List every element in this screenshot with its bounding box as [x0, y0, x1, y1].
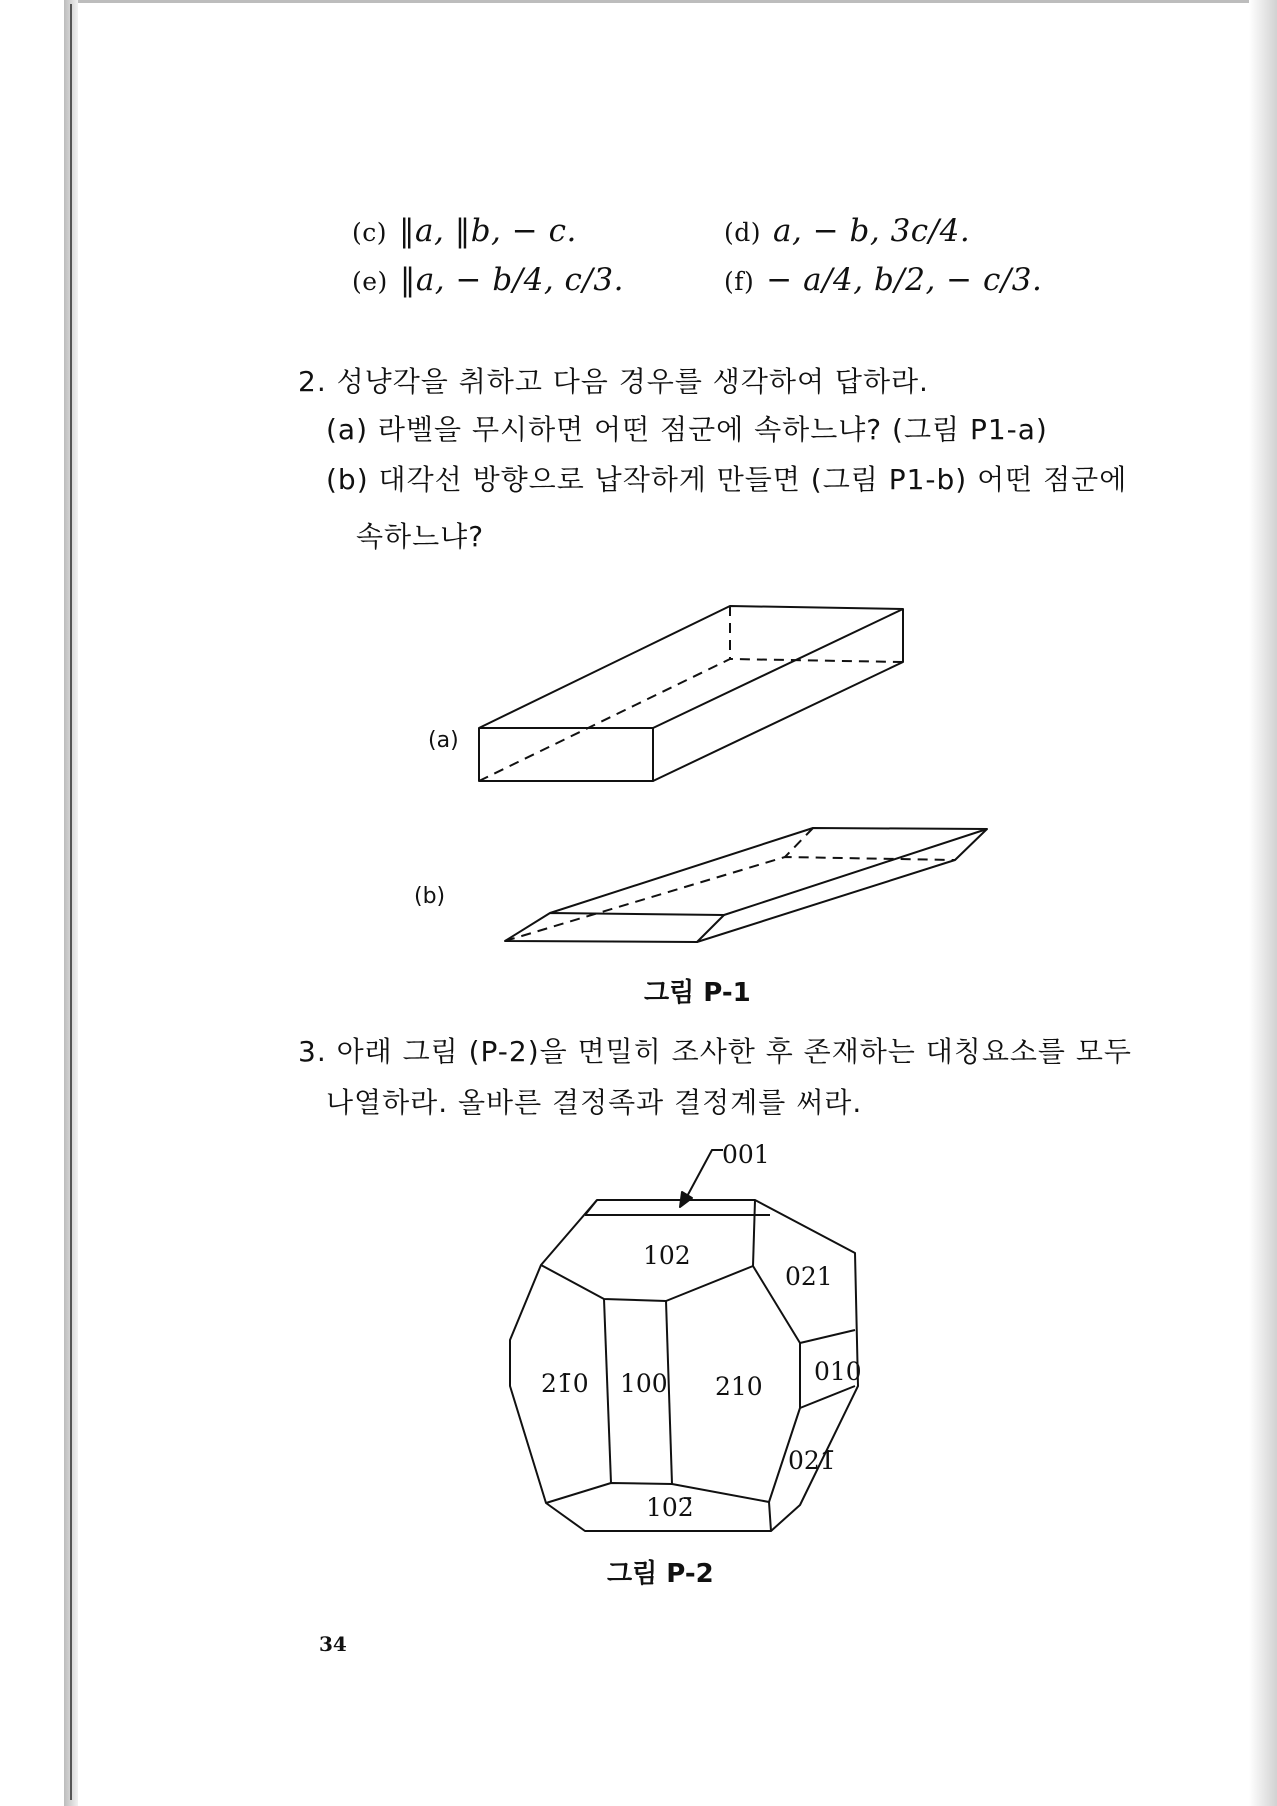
- problem-2b-label: (b): [326, 463, 369, 496]
- face-02bar1-label: 021̄: [788, 1446, 836, 1475]
- face-100-label: 100: [620, 1369, 668, 1398]
- problem-3-text-line1: 아래 그림 (P-2)을 면밀히 조사한 후 존재하는 대칭요소를 모두: [336, 1035, 1132, 1068]
- problem-2a-label: (a): [326, 413, 369, 446]
- option-d-label: (d): [724, 218, 762, 247]
- face-102-label: 102: [643, 1241, 691, 1270]
- option-d-text: a, − b, 3c/4.: [773, 213, 971, 249]
- face-001-label: 001: [722, 1140, 770, 1169]
- problem-2a-text: 라벨을 무시하면 어떤 점군에 속하느냐? (그림 P1-a): [377, 413, 1048, 446]
- face-10bar2-label: 102̄: [646, 1493, 694, 1522]
- option-e-text: ‖a, − b/4, c/3.: [399, 262, 624, 298]
- face-010-label: 010: [814, 1357, 862, 1386]
- face-210-label: 210: [715, 1372, 763, 1401]
- figure-p2-caption: 그림 P-2: [607, 1559, 714, 1589]
- problem-2b-text-line1: 대각선 방향으로 납작하게 만들면 (그림 P1-b) 어떤 점군에: [378, 463, 1128, 496]
- face-2bar10-label: 21̄0: [541, 1369, 589, 1398]
- figure-1a-label: (a): [428, 728, 459, 753]
- figure-1b-label: (b): [414, 884, 446, 909]
- option-c-text: ‖a, ‖b, − c.: [399, 213, 577, 249]
- problem-2-number: 2.: [298, 365, 327, 398]
- problem-2b-line2: 속하느냐?: [356, 520, 485, 553]
- option-c-label: (c): [352, 218, 388, 247]
- problem-2-text: 성냥각을 취하고 다음 경우를 생각하여 답하라.: [336, 365, 929, 398]
- option-f-label: (f): [724, 267, 755, 296]
- face-021-label: 021: [785, 1262, 833, 1291]
- figure-p1-caption: 그림 P-1: [644, 978, 751, 1008]
- option-f-text: − a/4, b/2, − c/3.: [766, 262, 1043, 298]
- option-e-label: (e): [352, 267, 388, 296]
- problem-3-line2: 나열하라. 올바른 결정족과 결정계를 써라.: [326, 1086, 863, 1119]
- problem-3-number: 3.: [298, 1035, 327, 1068]
- page-number: 34: [319, 1632, 347, 1656]
